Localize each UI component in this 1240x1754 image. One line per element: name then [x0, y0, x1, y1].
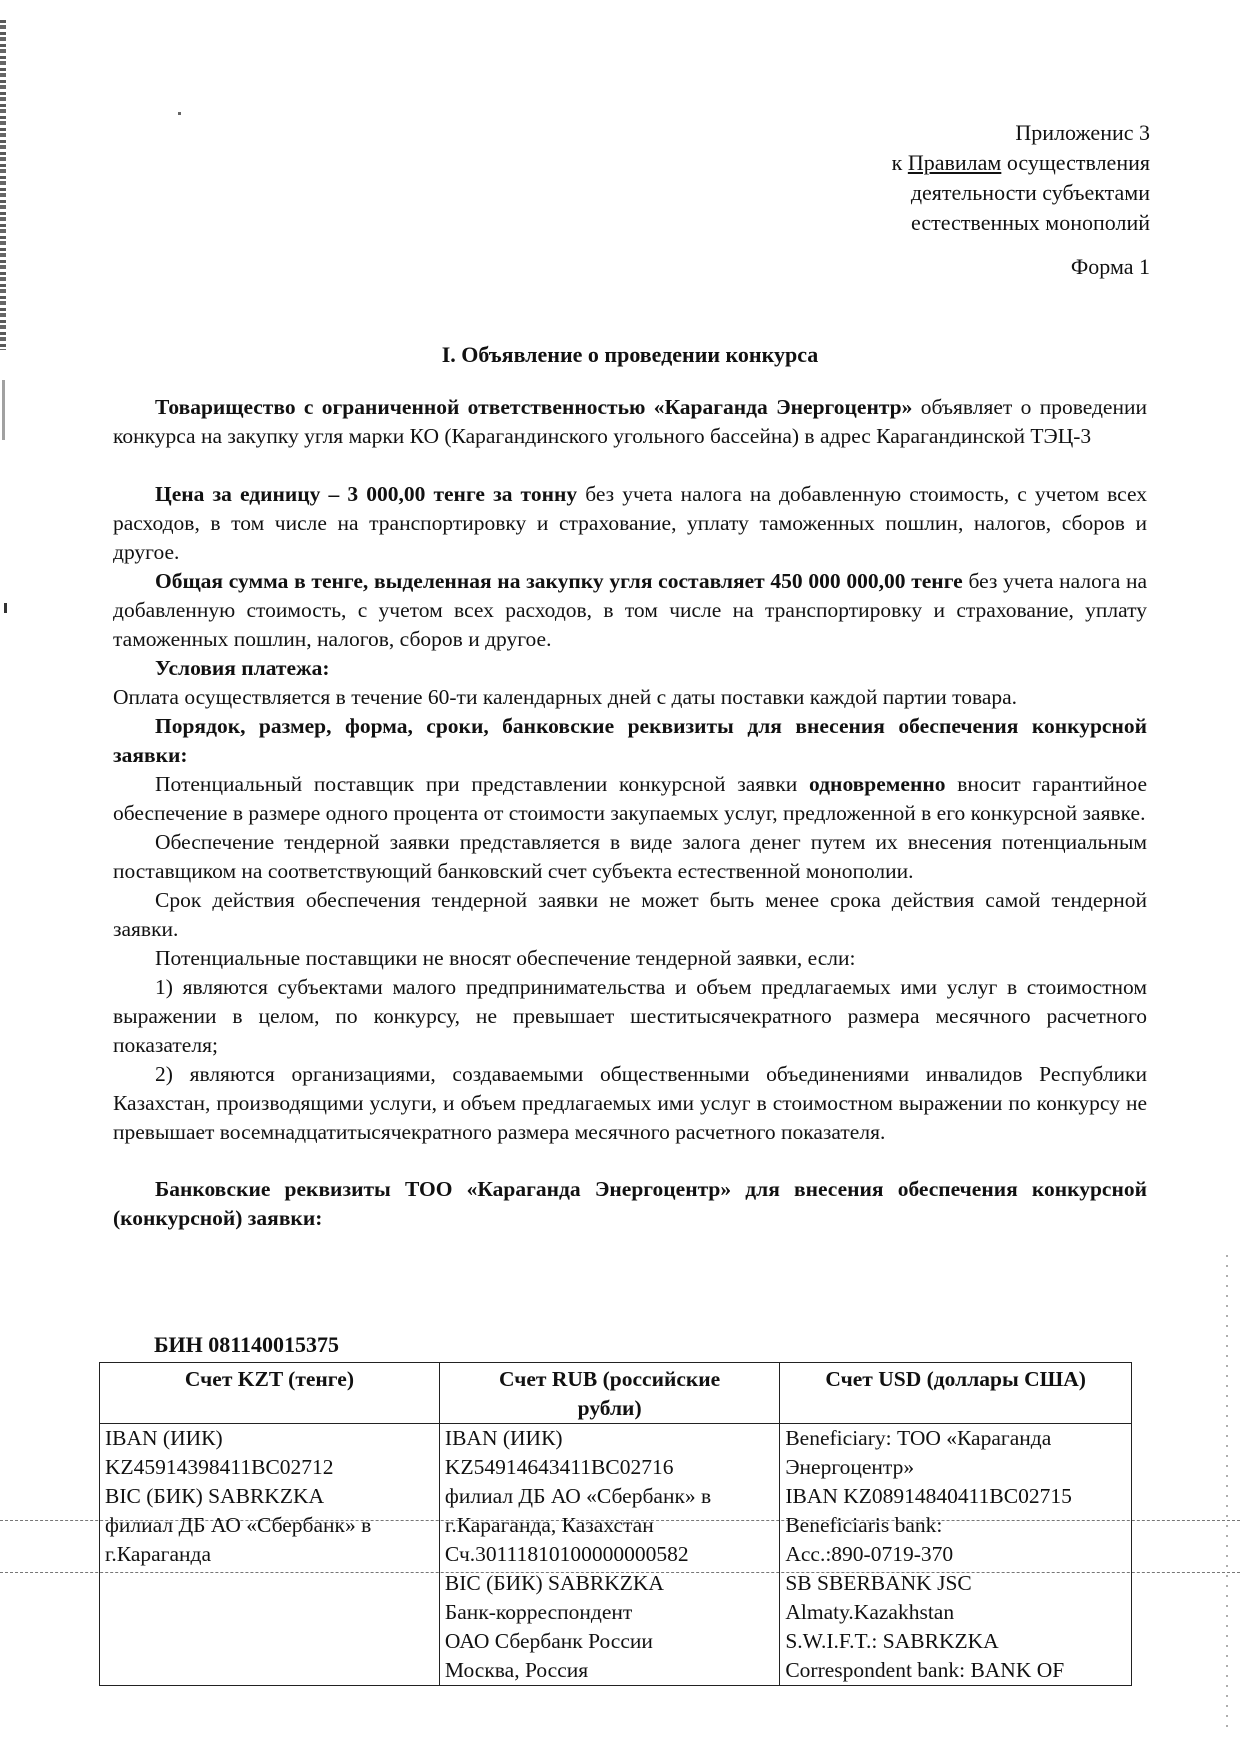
rub-account-cell	[439, 1424, 779, 1686]
form-label: Форма 1	[1070, 254, 1150, 279]
rub-line: филиал ДБ АО «Сбербанк» в	[444, 1484, 712, 1508]
guarantee-text: вносит гарантийное обеспечение в размере одного процента от стоимости закупаемых услуг, предложенной в его конкурсной заявке.	[113, 772, 1147, 825]
guarantee-heading	[113, 712, 1147, 770]
annex-line: естественных монополий	[911, 210, 1150, 235]
kzt-account-cell	[100, 1424, 440, 1686]
guarantee-paragraph: Потенциальные поставщики не вносят обеспечение тендерной заявки, если:	[155, 946, 856, 970]
kzt-line: IBAN (ИИК)	[105, 1426, 223, 1450]
guarantee-paragraph: Обеспечение тендерной заявки представляется в виде залога денег путем их внесения потенциальным поставщиком на соответствующий банковский счет субъекта естественной монополии.	[113, 830, 1147, 883]
scan-speck	[178, 112, 181, 115]
annex-suffix: осуществления	[1001, 150, 1150, 175]
total-text: без учета налога на добавленную стоимость, с учетом всех расходов, в том числе на транспортировку и страхование, уплату таможенных пошлин, налогов, сборов и другое.	[113, 569, 1148, 651]
price-paragraph	[113, 480, 1147, 567]
usd-line: Almaty.Kazakhstan	[785, 1600, 955, 1624]
guarantee-heading-text: Порядок, размер, форма, сроки, банковские реквизиты для внесения обеспечения конкурсной заявки:	[113, 714, 1147, 767]
total-paragraph	[113, 567, 1147, 654]
annex-header	[830, 118, 1150, 238]
rub-line: ОАО Сбербанк России	[444, 1629, 653, 1653]
usd-account-cell	[780, 1424, 1132, 1686]
table-row	[100, 1424, 1132, 1686]
kzt-line: BIC (БИК) SABRKZKA	[105, 1484, 324, 1508]
column-header-rub: Счет RUB (российские рубли)	[439, 1363, 779, 1424]
bank-heading	[113, 1175, 1147, 1233]
table-header-row	[100, 1363, 1132, 1424]
usd-line: IBAN KZ08914840411BC02715	[785, 1484, 1072, 1508]
guarantee-text: Потенциальный поставщик при представлении конкурсной заявки	[155, 772, 810, 796]
kzt-line: филиал ДБ АО «Сбербанк» в	[105, 1513, 372, 1537]
annex-line: Приложенис 3	[1015, 120, 1150, 145]
exemption-item: 1) являются субъектами малого предпринимательства и объем предлагаемых ими услуг в стоимостном выражении в целом, по конкурсу, не превышает шеститысячекратного размера месячного расчетного показателя;	[113, 975, 1147, 1057]
rub-line: BIC (БИК) SABRKZKA	[444, 1571, 664, 1595]
company-name: Товарищество с ограниченной ответственностью «Караганда Энергоцентр»	[155, 395, 913, 419]
rub-line: г.Караганда, Казахстан	[444, 1513, 654, 1537]
intro-text: объявляет о проведении конкурса на закупку угля марки КО (Карагандинского угольного бассейна) в адрес Карагандинской ТЭЦ-3	[113, 395, 1147, 448]
kzt-line: KZ45914398411BC02712	[105, 1455, 334, 1479]
scan-edge-artifact	[1226, 1255, 1228, 1735]
rub-line: Москва, Россия	[444, 1658, 589, 1682]
annex-line: деятельности субъектами	[910, 180, 1150, 205]
payment-heading-text: Условия платежа:	[155, 656, 330, 680]
scan-edge-artifact	[4, 603, 7, 613]
rub-line: IBAN (ИИК)	[444, 1426, 563, 1450]
bank-details-table	[99, 1362, 1132, 1686]
scan-edge-artifact	[2, 380, 5, 440]
document-body	[113, 393, 1147, 1233]
payment-heading	[113, 654, 1147, 683]
usd-line: S.W.I.F.T.: SABRKZKA	[785, 1629, 999, 1653]
rules-link[interactable]: Правилам	[907, 150, 1002, 175]
exemption-item: 2) являются организациями, создаваемыми общественными объединениями инвалидов Республики Казахстан, производящими услуги, и объем предлагаемых ими услуг в стоимостном выражении по конкурсу не превышает восемнадцатитысячекратного размера месячного расчетного показателя.	[113, 1062, 1147, 1144]
column-header-kzt: Счет KZT (тенге)	[100, 1363, 440, 1424]
page-title: I. Объявление о проведении конкурса	[441, 342, 819, 367]
usd-line: Acc.:890-0719-370	[785, 1542, 954, 1566]
rub-line: KZ54914643411BC02716	[444, 1455, 674, 1479]
guarantee-emphasis: одновременно	[809, 772, 946, 796]
usd-line: Correspondent bank: BANK OF	[785, 1658, 1065, 1682]
unit-price: Цена за единицу – 3 000,00 тенге за тонну	[155, 482, 578, 506]
scan-edge-artifact	[0, 20, 6, 350]
annex-prefix: к	[891, 150, 908, 175]
guarantee-paragraph: Срок действия обеспечения тендерной заявки не может быть менее срока действия самой тендерной заявки.	[113, 888, 1147, 941]
usd-line: Энергоцентр»	[785, 1455, 915, 1479]
payment-text: Оплата осуществляется в течение 60-ти календарных дней с даты поставки каждой партии товара.	[113, 685, 1018, 709]
usd-line: Beneficiary: ТОО «Караганда	[785, 1426, 1052, 1450]
kzt-line: г.Караганда	[105, 1542, 212, 1566]
column-header-usd: Счет USD (доллары США)	[780, 1363, 1132, 1424]
bin-number: БИН 081140015375	[154, 1332, 340, 1357]
price-text: без учета налога на добавленную стоимость, с учетом всех расходов, в том числе на транспортировку и страхование, уплату таможенных пошлин, налогов, сборов и другое.	[113, 482, 1147, 564]
intro-paragraph	[113, 393, 1147, 451]
usd-line: SB SBERBANK JSC	[785, 1571, 972, 1595]
rub-line: Сч.30111810100000000582	[444, 1542, 689, 1566]
guarantee-paragraph	[113, 770, 1147, 828]
rub-line: Банк-корреспондент	[444, 1600, 633, 1624]
annex-line	[830, 148, 1150, 178]
usd-line: Beneficiaris bank:	[785, 1513, 943, 1537]
total-sum: Общая сумма в тенге, выделенная на закупку угля составляет 450 000 000,00 тенге	[155, 569, 963, 593]
bank-heading-text: Банковские реквизиты ТОО «Караганда Энергоцентр» для внесения обеспечения конкурсной (конкурсной) заявки:	[113, 1177, 1147, 1230]
